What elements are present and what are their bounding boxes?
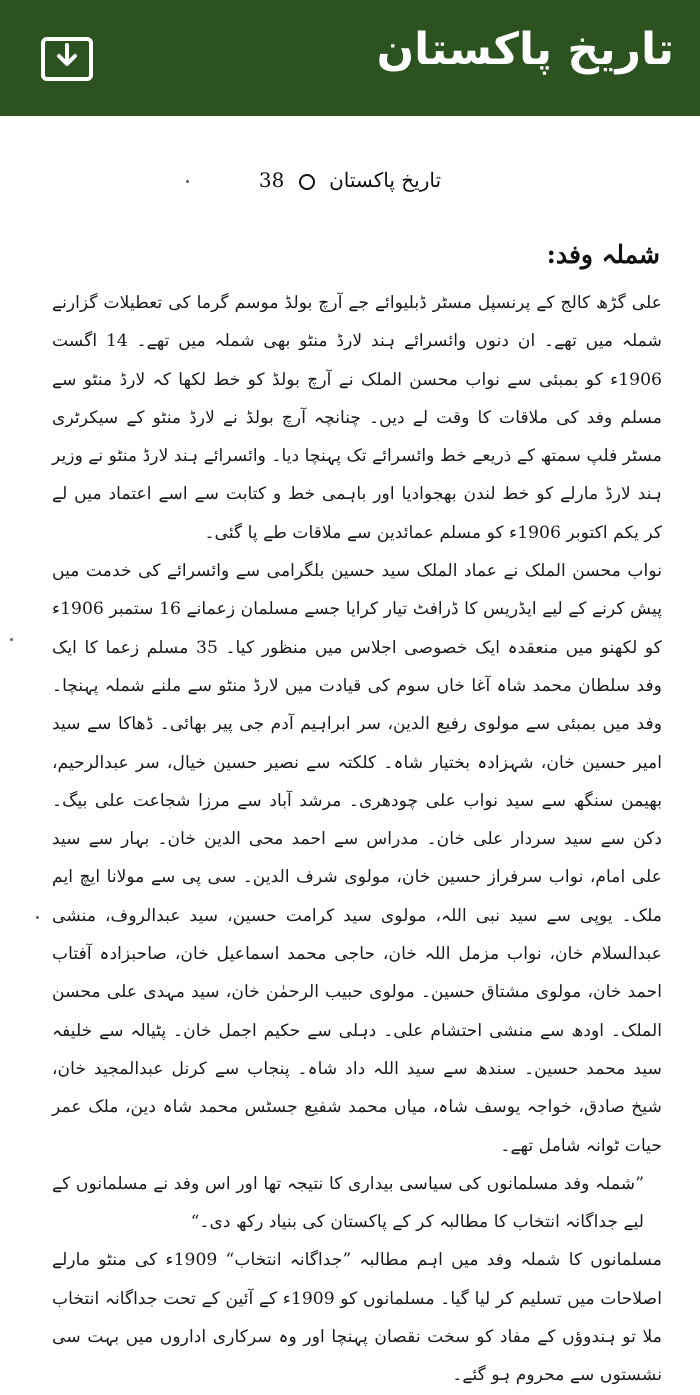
page-header (0, 168, 700, 192)
quote-paragraph: ”شملہ وفد مسلمانوں کی سیاسی بیداری کا نتیجہ تھا اور اس وفد نے مسلمانوں کے لیے جداگانہ انتخاب کا مطالبہ کر کے پاکستان کی بنیاد رکھ دی۔“ (52, 1173, 644, 1233)
book-page (0, 116, 700, 1386)
page-number: 38 (258, 168, 285, 192)
app-bar (0, 0, 700, 116)
app-title: تاریخ پاکستان (376, 24, 674, 75)
scan-speck (36, 916, 39, 919)
paragraph: مسلمانوں کا شملہ وفد میں اہم مطالبہ ”جداگانہ انتخاب“ 1909ء کی منٹو مارلے اصلاحات میں تسلیم کر لیا گیا۔ مسلمانوں کو 1909ء کے آئین کے تحت جداگانہ انتخاب ملا تو ہندوؤں کے مفاد کو سخت نقصان پہنچا اور وہ سرکاری اداروں میں بہت سی نشستوں سے محروم ہو گئے۔ (52, 1250, 662, 1386)
paragraph: علی گڑھ کالج کے پرنسپل مسٹر ڈبلیوائے جے آرچ بولڈ موسم گرما کی تعطیلات گزارنے شملہ میں تھے۔ ان دنوں وائسرائے ہند لارڈ منٹو بھی شملہ میں تھے۔ 14 اگست 1906ء کو بمبئی سے نواب محسن الملک نے آرچ بولڈ کو خط لکھا کہ لارڈ منٹو سے مسلم وفد کی ملاقات کا وقت لے دیں۔ چنانچہ آرچ بولڈ نے لارڈ منٹو کے سیکرٹری مسٹر فلپ سمتھ کے ذریعے خط وائسرائے تک پہنچا دیا۔ وائسرائے ہند لارڈ منٹو نے وزیر ہند لارڈ مارلے کو خط لندن بھجوادیا اور باہمی خط و کتابت سے اسے اعتماد میں لے کر یکم اکتوبر 1906ء کو مسلم عمائدین سے ملاقات طے پا گئی۔ (52, 293, 662, 543)
page-body (52, 284, 662, 1395)
circle-icon (299, 174, 315, 190)
page-header-title: تاریخ پاکستان (329, 168, 442, 192)
download-icon (40, 36, 94, 82)
section-heading: شملہ وفد: (546, 240, 660, 269)
scan-speck (186, 180, 189, 183)
paragraph: نواب محسن الملک نے عماد الملک سید حسین بلگرامی سے وائسرائے کی خدمت میں پیش کرنے کے لیے ایڈریس کا ڈرافٹ تیار کرایا جسے مسلمان زعمانے 16 ستمبر 1906ء کو لکھنو میں منعقدہ ایک خصوصی اجلاس میں منظور کیا۔ 35 مسلم زعما کا ایک وفد سلطان محمد شاہ آغا خاں سوم کی قیادت میں لارڈ منٹو سے ملنے شملہ پہنچا۔ وفد میں بمبئی سے مولوی رفیع الدین، سر ابراہیم آدم جی پیر بھائی۔ ڈھاکا سے سید امیر حسین خان، شہزادہ بختیار شاہ۔ کلکتہ سے نصیر حسین خیال، سر عبدالرحیم، بھیمن سنگھ سے سید نواب علی چودھری۔ مرشد آباد سے مرزا شجاعت علی بیگ۔ دکن سے سید سردار علی خان۔ مدراس سے احمد محی الدین خان۔ بہار سے سید علی امام، نواب سرفراز حسین خان، مولوی شرف الدین۔ سی پی سے مولانا ایچ ایم ملک۔ یوپی سے سید نبی اللہ، مولوی سید کرامت حسین، سید عبدالروف، منشی عبدالسلام خان، نواب مزمل اللہ خان، حاجی محمد اسماعیل خان، صاحبزادہ آفتاب احمد خان، مولوی مشتاق حسین۔ مولوی حبیب الرحمٰن خان، سید مہدی علی محسن الملک۔ اودھ سے منشی احتشام علی۔ دہلی سے حکیم اجمل خان۔ پٹیالہ سے خلیفہ سید محمد حسین۔ سندھ سے سید اللہ داد شاہ۔ پنجاب سے کرنل عبدالمجید خان، شیخ صادق، خواجہ یوسف شاہ، میاں محمد شفیع جسٹس محمد شاہ دین، ملک عمر حیات ٹوانہ شامل تھے۔ (52, 561, 663, 1156)
download-button[interactable] (40, 36, 94, 82)
scan-speck (10, 638, 13, 641)
